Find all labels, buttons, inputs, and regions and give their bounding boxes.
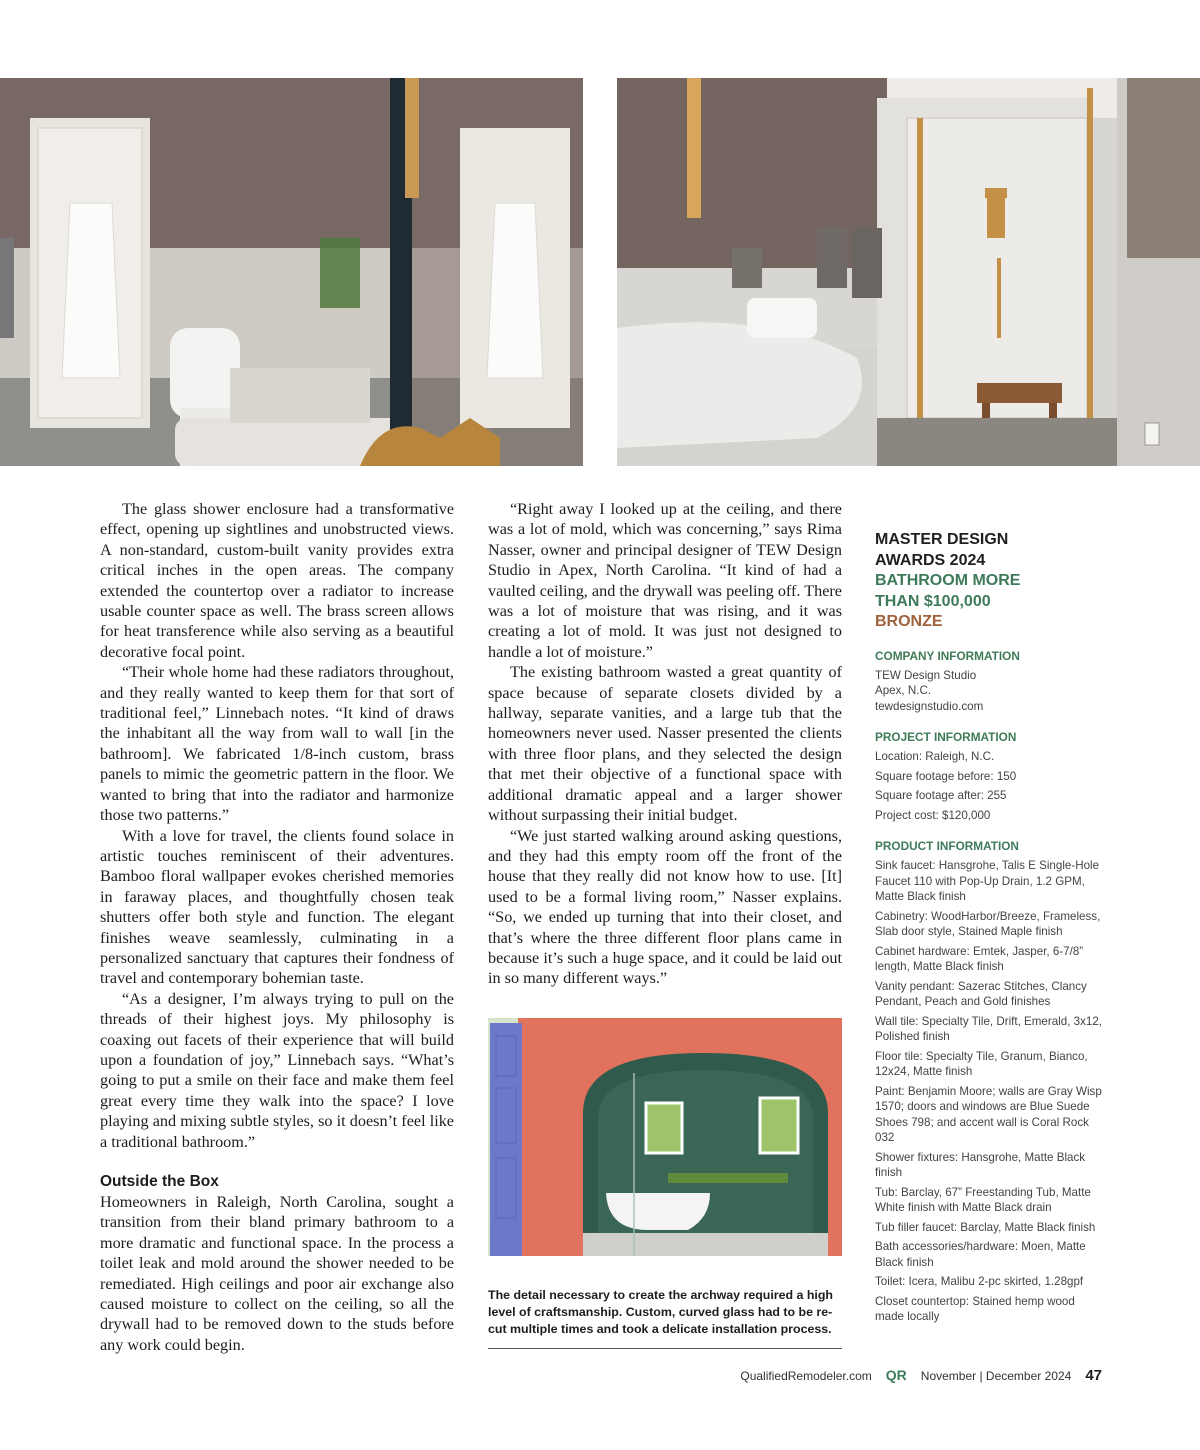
company-name: TEW Design Studio <box>875 668 977 682</box>
company-location: Apex, N.C. <box>875 684 932 697</box>
project-sqft-before: Square footage before: 150 <box>875 769 1017 783</box>
product-item: Sink faucet: Hansgrohe, Talis E Single-Hole Faucet 110 with Pop-Up Drain, 1.2 GPM, Matte Black finish <box>875 859 1100 903</box>
product-item: Cabinetry: WoodHarbor/Breeze, Frameless, Slab door style, Stained Maple finish <box>875 909 1101 938</box>
body-paragraph: With a love for travel, the clients found solace in artistic touches reminiscent of their adventures. Bamboo floral wallpaper evokes cherished memories in faraway places, and thoughtfully chosen teak shutters offer both style and function. The elegant finishes weave seamlessly, culminating in a personalized sanctuary that captures their fondness of travel and contemporary bohemian taste. <box>100 826 454 988</box>
award-sidebar <box>875 530 1105 1329</box>
photo-bathroom-shower <box>617 78 1200 466</box>
product-item: Tub: Barclay, 67” Freestanding Tub, Matte White finish with Matte Black drain <box>875 1185 1091 1214</box>
product-item: Shower fixtures: Hansgrohe, Matte Black finish <box>875 1150 1086 1179</box>
product-item: Wall tile: Specialty Tile, Drift, Emerald, 3x12, Polished finish <box>875 1014 1103 1043</box>
project-location: Location: Raleigh, N.C. <box>875 750 995 763</box>
body-paragraph: Homeowners in Raleigh, North Carolina, sought a transition from their bland primary bathroom to a more dramatic and functional space. In the process a toilet leak and mold around the shower needed to be remediated. High ceilings and poor air exchange also caused moisture to collect on the ceiling, so all the drywall had to be removed down to the studs before any work could begin. <box>100 1193 454 1354</box>
body-paragraph: The glass shower enclosure had a transformative effect, opening up sightlines and unobstructed views. A non-standard, custom-built vanity provides extra critical inches in the open areas. The company extended the countertop over a radiator to increase usable counter space as well. The brass screen allows for heat transference while also serving as a beautiful decorative focal point. <box>100 500 454 661</box>
qr-logo: QR <box>885 1367 907 1383</box>
body-paragraph: “Their whole home had these radiators throughout, and they really wanted to keep them for that sort of traditional feel,” Linnebach notes. “It kind of draws the inhabitant all the way from wall to wall [in the bathroom]. We fabricated 1/8-inch custom, brass panels to mimic the geometric pattern in the floor. We wanted to bring that into the radiator and harmonize those two patterns.” <box>100 663 454 825</box>
page-number: 47 <box>1085 1367 1102 1384</box>
bathroom-mirror-illustration <box>0 78 583 466</box>
product-info-heading: PRODUCT INFORMATION <box>875 839 1019 853</box>
product-item: Floor tile: Specialty Tile, Granum, Bianco, 12x24, Matte finish <box>875 1049 1088 1078</box>
project-cost: Project cost: $120,000 <box>875 808 991 822</box>
project-info-heading: PROJECT INFORMATION <box>875 730 1017 744</box>
award-category-line: THAN $100,000 <box>875 592 991 610</box>
body-paragraph: “We just started walking around asking questions, and they had this empty room off the front of the house that they really did not know how to use. [It] used to be a formal living room,” Nasser explains. “So, we ended up turning that into their closet, and that’s where the three different floor plans came in because it’s such a huge space, and it could be laid out in so many different ways.” <box>488 826 842 988</box>
footer-website: QualifiedRemodeler.com <box>740 1369 872 1383</box>
archway-bathroom-illustration <box>488 1018 842 1256</box>
photo-bathroom-mirror-vanity <box>0 78 583 466</box>
article-column-2 <box>488 499 842 989</box>
bathroom-shower-illustration <box>617 78 1200 466</box>
body-paragraph: “As a designer, I’m always trying to pull on the threads of their highest joys. My philosophy is coaxing out facets of their experience that will build upon a foundation of joy,” Linnebach says. “What’s going to put a smile on their face and make them feel great every time they walk into the space? I love playing and mixing subtle styles, so it doesn’t feel like a traditional bathroom.” <box>100 989 454 1151</box>
product-item: Paint: Benjamin Moore; walls are Gray Wisp 1570; doors and windows are Blue Suede Shoes 798; and accent wall is Coral Rock 032 <box>875 1084 1102 1144</box>
page-footer <box>740 1367 1102 1384</box>
product-item: Bath accessories/hardware: Moen, Matte Black finish <box>875 1240 1086 1269</box>
article-column-1 <box>100 499 454 1355</box>
product-item: Cabinet hardware: Emtek, Jasper, 6-7/8” length, Matte Black finish <box>875 944 1084 973</box>
body-paragraph: “Right away I looked up at the ceiling, and there was a lot of mold, which was concerning,” says Rima Nasser, owner and principal designer of TEW Design Studio in Apex, North Carolina. “It kind of had a vaulted ceiling, and the drywall was peeling off. There was a lot of moisture that was rising, and it was creating a lot of mold. It was just not designed to handle a lot of moisture.” <box>488 500 842 661</box>
footer-issue-date: November | December 2024 <box>920 1369 1072 1383</box>
product-item: Tub filler faucet: Barclay, Matte Black finish <box>875 1220 1096 1234</box>
product-item: Toilet: Icera, Malibu 2-pc skirted, 1.28gpf <box>875 1275 1084 1288</box>
award-title-line: AWARDS 2024 <box>875 551 986 569</box>
company-website: tewdesignstudio.com <box>875 699 984 713</box>
award-category-line: BATHROOM MORE <box>875 572 1021 589</box>
section-subhead: Outside the Box <box>100 1173 219 1190</box>
award-level: BRONZE <box>875 613 943 630</box>
project-sqft-after: Square footage after: 255 <box>875 789 1007 802</box>
caption-divider <box>488 1348 842 1349</box>
product-item: Vanity pendant: Sazerac Stitches, Clancy Pendant, Peach and Gold finishes <box>875 979 1087 1008</box>
body-paragraph: The existing bathroom wasted a great quantity of space because of separate closets divided by a hallway, separate vanities, and a large tub that the homeowners never used. Nasser presented the clients with three floor plans, and they selected the design that met their objective of a functional space with additional dramatic appeal and a larger shower without surpassing their initial budget. <box>488 663 842 825</box>
product-item: Closet countertop: Stained hemp wood made locally <box>875 1294 1075 1323</box>
photo-archway-bathroom <box>488 1018 842 1256</box>
company-info-heading: COMPANY INFORMATION <box>875 648 1020 663</box>
award-title-line: MASTER DESIGN <box>875 531 1009 548</box>
photo-caption: The detail necessary to create the archway required a high level of craftsmanship. Custom, curved glass had to be re-cut multiple times and took a delicate installation process. <box>488 1288 834 1337</box>
